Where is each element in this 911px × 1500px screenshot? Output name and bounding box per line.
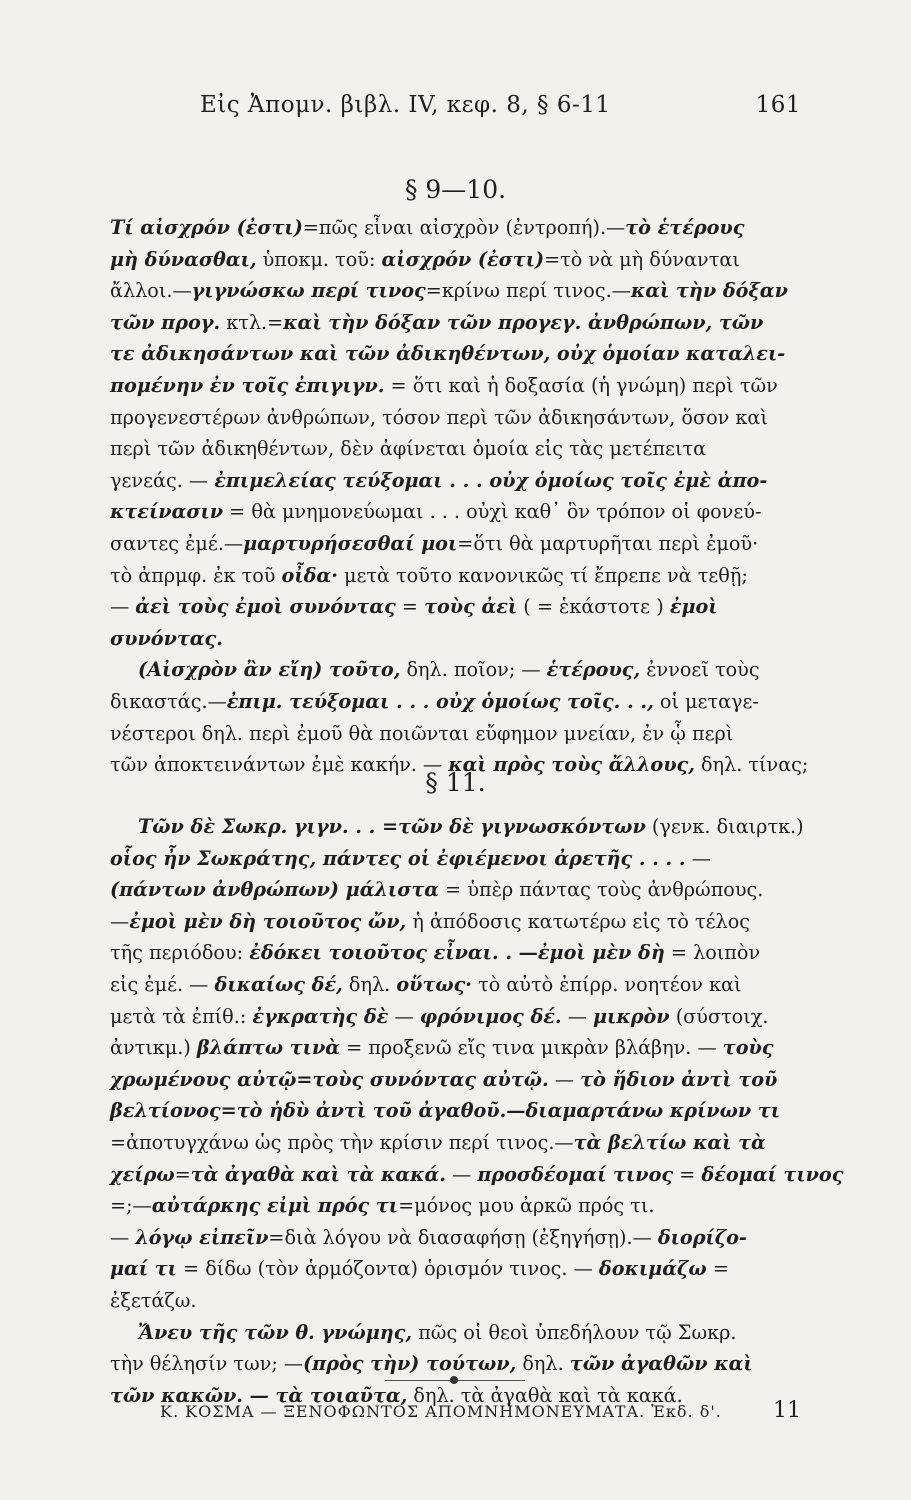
gloss-text: — bbox=[110, 1225, 136, 1249]
gloss-text: =πῶς εἶναι αἰσχρὸν (ἐντροπή).— bbox=[302, 216, 626, 239]
text-line bbox=[110, 1159, 844, 1191]
term-text: δικαίως δέ, bbox=[214, 972, 343, 996]
gloss-text: κτλ.= bbox=[220, 310, 284, 334]
term-text: χρωμένους αὐτῷ=τοὺς συνόντας αὐτῷ. bbox=[110, 1067, 549, 1091]
term-text: διορίζο- bbox=[657, 1225, 747, 1249]
term-text: γιγνώσκω περί τινος bbox=[191, 279, 426, 303]
text-line bbox=[110, 275, 810, 307]
gloss-text: =μόνος μου ἀρκῶ πρός τι. bbox=[398, 1194, 655, 1218]
term-text: ἐμοὶ bbox=[669, 595, 718, 619]
gloss-text: ἄλλοι.— bbox=[110, 279, 192, 303]
term-text: βλάπτω τινὰ bbox=[196, 1036, 341, 1060]
page-number: 161 bbox=[755, 92, 801, 118]
term-text: μικρὸν bbox=[593, 1004, 670, 1028]
term-text: τοὺς ἀεὶ bbox=[424, 595, 518, 619]
gloss-text: =ὅτι θὰ μαρτυρῆται περὶ ἐμοῦ· bbox=[457, 531, 759, 555]
term-text: τῶν προγ. bbox=[110, 310, 221, 334]
gloss-text: = δίδω (τὸν ἁρμόζοντα) ὁρισμόν τινος. — bbox=[176, 1257, 599, 1281]
gloss-text: = θὰ μνημονεύωμαι . . . οὐχὶ καθ᾽ ὃν τρόπον οἱ φονεύ- bbox=[223, 500, 762, 524]
term-text: δοκιμάζω bbox=[598, 1257, 707, 1281]
term-text: ἐπιμ. τεύξομαι . . . οὐχ ὁμοίως τοῖς. . ., bbox=[226, 689, 654, 713]
text-line bbox=[110, 906, 810, 938]
gloss-text: δηλ. ποῖον; — bbox=[400, 658, 547, 682]
text-line bbox=[110, 1064, 810, 1096]
text-line bbox=[110, 1317, 810, 1349]
gloss-text: — bbox=[110, 909, 130, 933]
text-line bbox=[110, 370, 810, 402]
gloss-text: — bbox=[388, 1004, 420, 1028]
signature-mark: 11 bbox=[773, 1398, 801, 1423]
gloss-text: εἰς ἐμέ. — bbox=[110, 972, 215, 996]
section-heading-9-10: § 9—10. bbox=[404, 175, 507, 204]
term-text: μαρτυρήσεσθαί μοι bbox=[243, 531, 458, 555]
text-line bbox=[110, 811, 810, 843]
gloss-text: τὸ ἀπρμφ. ἐκ τοῦ bbox=[110, 563, 282, 587]
term-text: χείρω bbox=[110, 1162, 175, 1186]
gloss-text: τὸ αὐτὸ ἐπίρρ. νοητέον καὶ bbox=[471, 972, 742, 996]
text-line bbox=[110, 654, 810, 686]
page-footer bbox=[160, 1398, 801, 1423]
term-text: οὕτως· bbox=[396, 972, 472, 996]
gloss-text: προγενεστέρων ἀνθρώπων, τόσον περὶ τῶν ἀδικησάντων, ὅσον καὶ bbox=[110, 405, 768, 429]
gloss-text: δηλ. τὰ ἀγαθὰ καὶ τὰ κακά. bbox=[407, 1383, 683, 1407]
term-text: ἑτέρους, bbox=[546, 658, 641, 682]
gloss-text: ( = ἑκάστοτε ) bbox=[517, 595, 670, 619]
gloss-text: — bbox=[110, 595, 136, 619]
gloss-text: νέστεροι δηλ. περὶ ἐμοῦ θὰ ποιῶνται εὔφημον μνείαν, ἐν ᾧ περὶ bbox=[110, 721, 734, 745]
term-text: μὴ δύνασθαι, bbox=[110, 247, 257, 271]
text-line bbox=[110, 528, 810, 560]
gloss-text: πῶς οἱ θεοὶ ὑπεδήλουν τῷ Σωκρ. bbox=[412, 1320, 737, 1344]
term-text: λόγῳ εἰπεῖν bbox=[135, 1225, 269, 1249]
term-text: προσδέομαί τινος bbox=[477, 1162, 674, 1186]
term-text: μαί τι bbox=[110, 1257, 177, 1281]
text-line bbox=[110, 1222, 810, 1254]
gloss-text: =ἀποτυγχάνω ὡς πρὸς τὴν κρίσιν περί τινος.— bbox=[110, 1130, 574, 1154]
term-text: ἐπιμελείας τεύξομαι . . . οὐχ ὁμοίως τοῖς ἐμὲ ἀπο- bbox=[214, 468, 768, 492]
text-line bbox=[110, 307, 810, 339]
term-text: τῶν κακῶν. — τὰ τοιαῦτα, bbox=[110, 1383, 408, 1407]
term-text: οἷος ἦν Σωκράτης, πάντες οἱ ἐφιέμενοι ἀρετῆς . . . . bbox=[110, 846, 686, 870]
gloss-text: = bbox=[174, 1162, 191, 1186]
gloss-text: = ὅτι καὶ ἡ δοξασία (ἡ γνώμη) περὶ τῶν bbox=[384, 373, 778, 397]
term-text: τὰ βελτίω καὶ τὰ bbox=[573, 1130, 766, 1154]
footer-publication: Κ. ΚΟΣΜΑ — ΞΕΝΟΦΩΝΤΟΣ ΑΠΟΜΝΗΜΟΝΕΥΜΑΤΑ. Ἐκδ. δ'. bbox=[160, 1402, 722, 1421]
gloss-text: = λοιπὸν bbox=[664, 941, 761, 965]
term-text: (Αἰσχρὸν ἂν εἴη) τοῦτο, bbox=[138, 658, 401, 682]
gloss-text: =τὸ νὰ μὴ δύνανται bbox=[544, 247, 740, 271]
text-line bbox=[110, 937, 810, 969]
term-text: ἐμοὶ μὲν δὴ τοιοῦτος ὤν, bbox=[129, 909, 407, 933]
gloss-text: τῆς περιόδου: bbox=[110, 941, 250, 965]
running-title: Εἰς Ἀπομν. βιβλ. IV, κεφ. 8, § 6-11 bbox=[200, 92, 611, 118]
term-text: δέομαί τινος bbox=[701, 1162, 844, 1186]
gloss-text: (γενκ. διαιρτκ.) bbox=[645, 815, 804, 838]
text-line bbox=[110, 338, 810, 370]
text-line bbox=[110, 1032, 810, 1064]
text-line bbox=[110, 874, 810, 906]
term-text: Ἄνευ τῆς τῶν θ. γνώμης, bbox=[138, 1320, 413, 1344]
gloss-text: = bbox=[706, 1257, 729, 1281]
text-line bbox=[110, 402, 810, 434]
text-line bbox=[110, 969, 810, 1001]
term-text: αὐτάρκης εἰμὶ πρός τι bbox=[151, 1194, 399, 1218]
gloss-text: ἡ ἀπόδοσις κατωτέρω εἰς τὸ τέλος bbox=[406, 909, 750, 933]
term-text: πομένην ἐν τοῖς ἐπιγιγν. bbox=[110, 373, 385, 397]
gloss-text: — bbox=[685, 846, 711, 870]
gloss-text: τῶν ἀποκτεινάντων ἐμὲ κακήν. — bbox=[110, 753, 449, 777]
term-text: (πάντων ἀνθρώπων) μάλιστα bbox=[110, 878, 440, 902]
gloss-text: μετὰ τὰ ἐπίθ.: bbox=[110, 1004, 253, 1028]
gloss-text: = ὑπὲρ πάντας τοὺς ἀνθρώπους. bbox=[439, 878, 764, 902]
term-text: φρόνιμος δέ. bbox=[419, 1004, 562, 1028]
gloss-text: σαντες ἐμέ.— bbox=[110, 531, 244, 555]
gloss-text: γενεάς. — bbox=[110, 468, 215, 492]
text-line bbox=[110, 465, 810, 497]
text-line bbox=[110, 1253, 810, 1285]
gloss-text: ἀντικμ.) bbox=[110, 1036, 197, 1060]
text-line bbox=[110, 843, 810, 875]
text-line bbox=[110, 212, 810, 244]
term-text: τὰ ἀγαθὰ καὶ τὰ κακά. bbox=[190, 1162, 446, 1186]
term-text: Τῶν δὲ Σωκρ. γιγν. . . =τῶν δὲ γιγνωσκόντων bbox=[138, 815, 646, 838]
gloss-text: — bbox=[548, 1067, 581, 1091]
text-line bbox=[110, 1285, 810, 1317]
term-text: καὶ πρὸς τοὺς ἄλλους, bbox=[448, 753, 695, 777]
gloss-text: — bbox=[445, 1162, 478, 1186]
term-text: καὶ τὴν δόξαν τῶν προγεγ. ἀνθρώπων, τῶν bbox=[283, 310, 764, 334]
gloss-text: =;— bbox=[110, 1194, 152, 1218]
section-11-text bbox=[110, 811, 844, 1411]
gloss-text: δηλ. τίνας; bbox=[694, 753, 809, 777]
gloss-text: = προξενῶ εἴς τινα μικρὰν βλάβην. — bbox=[340, 1036, 723, 1060]
gloss-text: ἐξετάζω. bbox=[110, 1288, 197, 1312]
section-heading-11: § 11. bbox=[425, 768, 486, 797]
gloss-text: = bbox=[673, 1162, 702, 1186]
term-text: ἐγκρατὴς δὲ bbox=[252, 1004, 389, 1028]
term-text: συνόντας. bbox=[110, 626, 223, 650]
text-line bbox=[110, 433, 810, 465]
term-text: οἶδα· bbox=[281, 563, 338, 587]
text-line bbox=[110, 591, 810, 623]
gloss-text: — bbox=[561, 1004, 593, 1028]
text-line bbox=[110, 686, 810, 718]
text-line bbox=[110, 1127, 810, 1159]
text-line bbox=[110, 1348, 810, 1380]
term-text: ἐδόκει τοιοῦτος εἶναι. . —ἐμοὶ μὲν δὴ bbox=[249, 941, 665, 965]
text-line bbox=[110, 560, 810, 592]
ornament-dot bbox=[450, 1376, 458, 1384]
term-text: βελτίονος=τὸ ἡδὺ ἀντὶ τοῦ ἀγαθοῦ.—διαμαρτάνω κρίνων τι bbox=[110, 1099, 781, 1123]
term-text: Τί αἰσχρόν (ἐστι) bbox=[110, 216, 303, 239]
gloss-text: μετὰ τοῦτο κανονικῶς τί ἔπρεπε νὰ τεθῇ; bbox=[337, 563, 748, 587]
term-text: τὸ ἥδιον ἀντὶ τοῦ bbox=[580, 1067, 778, 1091]
text-line bbox=[110, 244, 810, 276]
text-line bbox=[110, 496, 810, 528]
gloss-text: ὑποκμ. τοῦ: bbox=[256, 247, 382, 271]
text-line bbox=[110, 1095, 810, 1127]
gloss-text: ἐννοεῖ τοὺς bbox=[640, 658, 760, 682]
term-text: τε ἀδικησάντων καὶ τῶν ἀδικηθέντων, οὐχ ὁμοίαν καταλει- bbox=[110, 342, 786, 366]
text-line bbox=[110, 1001, 810, 1033]
term-text: (πρὸς τὴν) τούτων, bbox=[303, 1352, 517, 1376]
gloss-text: δικαστάς.— bbox=[110, 689, 227, 713]
term-text: τὸ ἑτέρους bbox=[625, 216, 745, 239]
gloss-text: δηλ. bbox=[516, 1352, 570, 1376]
gloss-text: =διὰ λόγου νὰ διασαφήσῃ (ἐξηγήσῃ).— bbox=[268, 1225, 658, 1249]
gloss-text: περὶ τῶν ἀδικηθέντων, δὲν ἀφίνεται ὁμοία εἰς τὰς μετέπειτα bbox=[110, 437, 707, 461]
gloss-text: (σύστοιχ. bbox=[669, 1004, 769, 1028]
gloss-text: = bbox=[395, 595, 425, 619]
term-text: κτείνασιν bbox=[110, 500, 224, 524]
term-text: τῶν ἀγαθῶν καὶ bbox=[569, 1352, 753, 1376]
section-9-10-text bbox=[110, 212, 810, 781]
term-text: τοὺς bbox=[722, 1036, 774, 1060]
text-line bbox=[110, 623, 810, 655]
term-text: ἀεὶ τοὺς ἐμοὶ συνόντας bbox=[135, 595, 396, 619]
gloss-text: οἱ μεταγε- bbox=[653, 689, 759, 713]
gloss-text: =κρίνω περί τινος.— bbox=[425, 279, 631, 303]
gloss-text: δηλ. bbox=[342, 972, 397, 996]
term-text: καὶ τὴν δόξαν bbox=[630, 279, 788, 303]
term-text: αἰσχρόν (ἐστι) bbox=[381, 247, 545, 271]
text-line bbox=[110, 1190, 810, 1222]
text-line bbox=[110, 718, 810, 750]
gloss-text: τὴν θέλησίν των; — bbox=[110, 1352, 304, 1376]
